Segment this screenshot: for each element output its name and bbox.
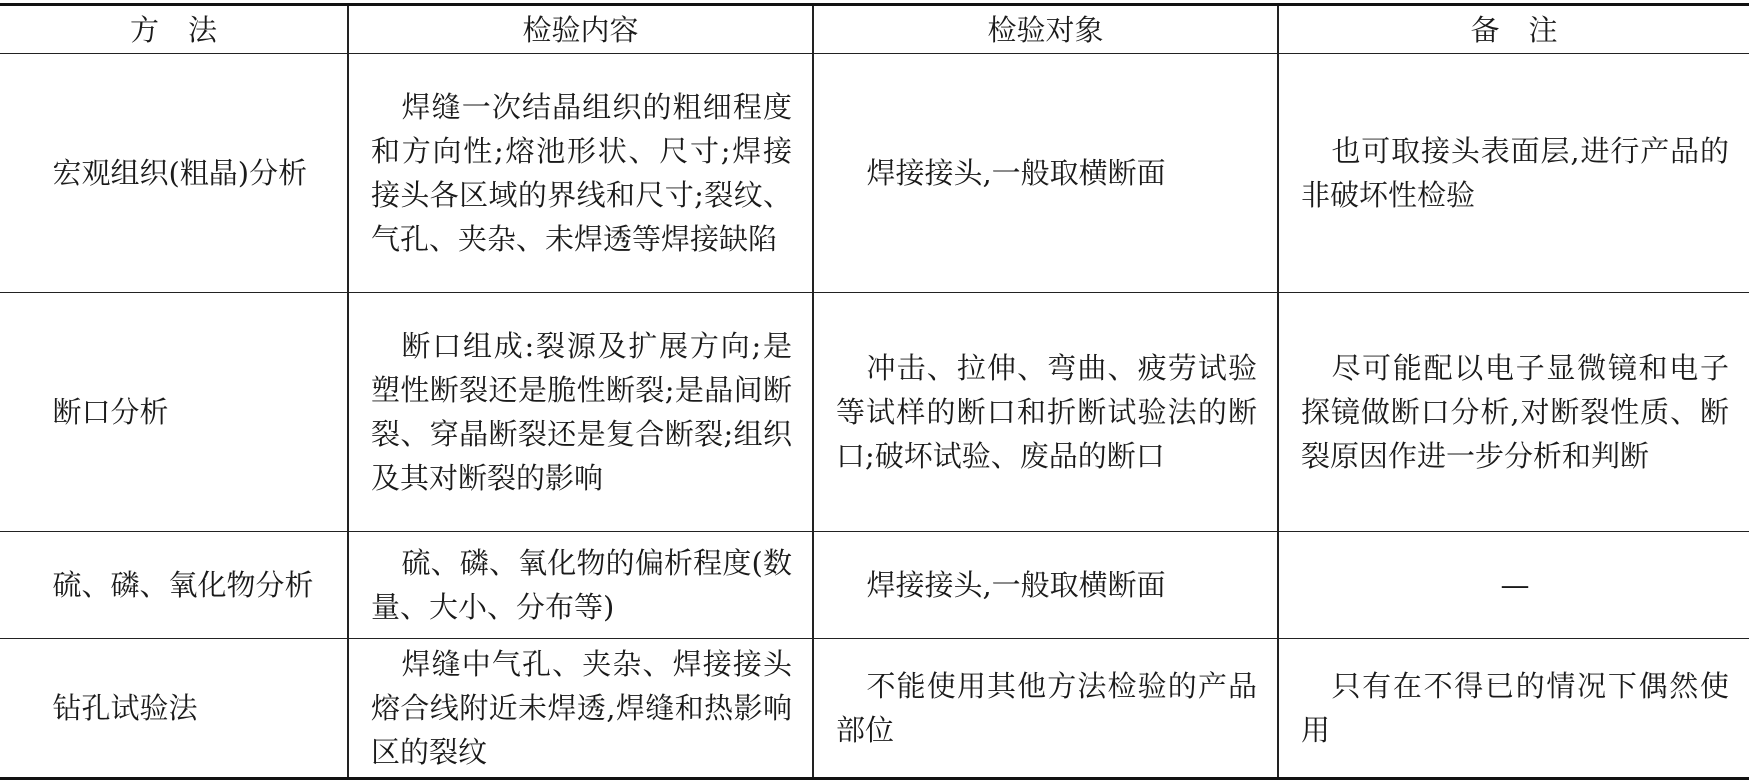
row-remark-cell	[1278, 293, 1749, 532]
cell-text: 只有在不得已的情况下偶然使用	[1301, 669, 1729, 747]
row-remark-cell	[1278, 54, 1749, 293]
header-method: 方 法	[0, 5, 348, 54]
row-object-cell	[813, 639, 1278, 779]
cell-text: 焊接接头,一般取横断面	[866, 156, 1166, 190]
table-row	[0, 532, 1749, 639]
cell-text: 焊缝中气孔、夹杂、焊接接头熔合线附近未焊透,焊缝和热影响区的裂纹	[371, 647, 792, 769]
row-method-cell	[0, 54, 348, 293]
table-row	[0, 54, 1749, 293]
row-object-cell	[813, 293, 1278, 532]
cell-text: —	[1500, 568, 1530, 602]
cell-text: 焊接接头,一般取横断面	[866, 568, 1166, 602]
cell-text: 焊缝一次结晶组织的粗细程度和方向性;熔池形状、尺寸;焊接接头各区域的界线和尺寸;裂纹、气孔、夹杂、未焊透等焊接缺陷	[371, 90, 792, 256]
cell-text: 宏观组织(粗晶)分析	[52, 156, 308, 190]
row-remark-cell	[1278, 532, 1749, 639]
row-method-cell	[0, 293, 348, 532]
row-content-cell	[348, 639, 813, 779]
row-content-cell	[348, 293, 813, 532]
cell-text: 尽可能配以电子显微镜和电子探镜做断口分析,对断裂性质、断裂原因作进一步分析和判断	[1301, 351, 1729, 473]
table-row	[0, 639, 1749, 779]
inspection-methods-table	[0, 3, 1749, 780]
row-remark-cell	[1278, 639, 1749, 779]
cell-text: 硫、磷、氧化物分析	[52, 568, 314, 602]
cell-text: 也可取接头表面层,进行产品的非破坏性检验	[1301, 134, 1729, 212]
table-row	[0, 293, 1749, 532]
cell-text: 硫、磷、氧化物的偏析程度(数量、大小、分布等)	[371, 546, 792, 624]
table-header-row	[0, 5, 1749, 54]
row-content-cell	[348, 54, 813, 293]
row-object-cell	[813, 532, 1278, 639]
row-method-cell	[0, 532, 348, 639]
cell-text: 断口组成:裂源及扩展方向;是塑性断裂还是脆性断裂;是晶间断裂、穿晶断裂还是复合断裂;组织及其对断裂的影响	[371, 329, 792, 495]
row-method-cell	[0, 639, 348, 779]
cell-text: 冲击、拉伸、弯曲、疲劳试验等试样的断口和折断试验法的断口;破坏试验、废品的断口	[836, 351, 1257, 473]
header-content: 检验内容	[348, 5, 813, 54]
header-remark: 备 注	[1278, 5, 1749, 54]
row-object-cell	[813, 54, 1278, 293]
row-content-cell	[348, 532, 813, 639]
cell-text: 不能使用其他方法检验的产品部位	[836, 669, 1257, 747]
cell-text: 钻孔试验法	[52, 691, 198, 725]
cell-text: 断口分析	[52, 395, 169, 429]
header-object: 检验对象	[813, 5, 1278, 54]
